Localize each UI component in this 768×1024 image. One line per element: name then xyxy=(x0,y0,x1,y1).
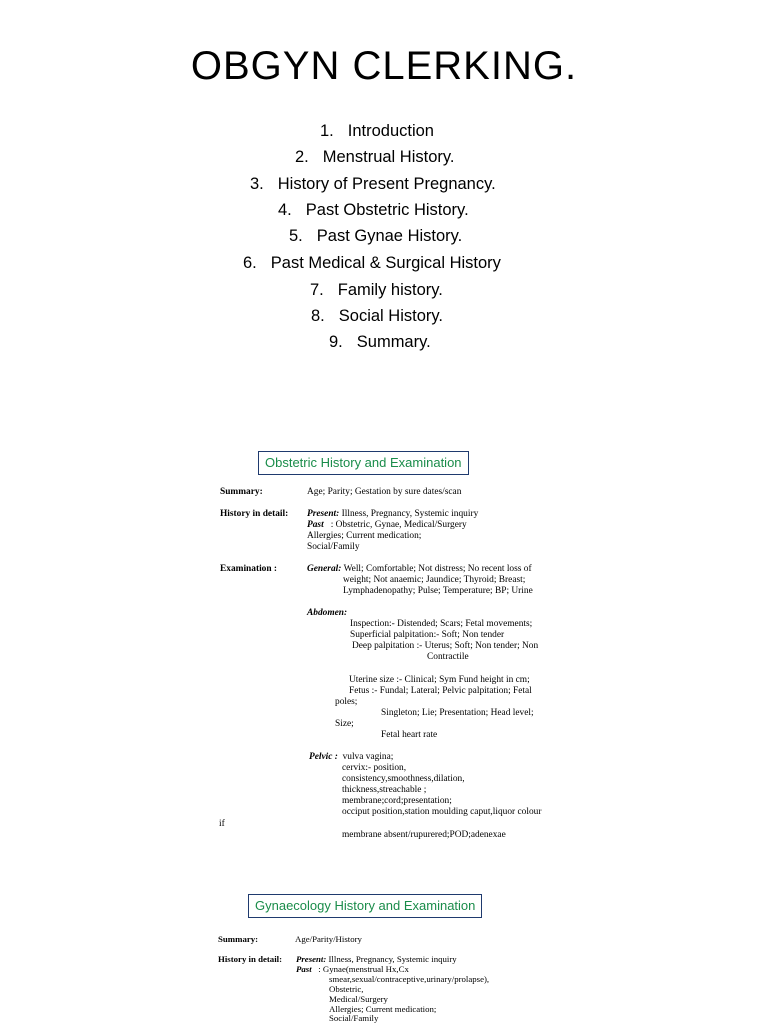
obs-pel-l3: consistency,smoothness,dilation, xyxy=(342,774,465,784)
toc-item-8: 8. Social History. xyxy=(311,307,443,325)
toc-item-6: 6. Past Medical & Surgical History xyxy=(243,254,501,272)
obs-pel-l4: thickness,streachable ; xyxy=(342,785,427,795)
gynae-heading: Gynaecology History and Examination xyxy=(248,894,482,918)
obs-abd-l5: Uterine size :- Clinical; Sym Fund height in cm; xyxy=(349,675,530,685)
toc-item-2: 2. Menstrual History. xyxy=(295,148,455,166)
gyn-past: Past : Gynae(menstrual Hx,Cx xyxy=(296,964,409,974)
gyn-summary-label: Summary: xyxy=(218,934,259,944)
toc-item-4: 4. Past Obstetric History. xyxy=(278,201,469,219)
obs-general-l3: Lymphadenopathy; Pulse; Temperature; BP; Urine xyxy=(343,586,533,596)
obs-past-line3: Social/Family xyxy=(307,542,360,552)
toc-item-7: 7. Family history. xyxy=(310,281,443,299)
obs-exam-label: Examination : xyxy=(220,564,278,574)
obs-abdomen-label: Abdomen: xyxy=(307,608,348,618)
gyn-past-l4: Medical/Surgery xyxy=(329,994,388,1004)
obs-pel-l2: cervix:- position, xyxy=(342,763,407,773)
obs-abd-l7: poles; xyxy=(335,697,358,707)
toc-item-9: 9. Summary. xyxy=(329,333,431,351)
obstetric-heading: Obstetric History and Examination xyxy=(258,451,469,475)
gyn-past-l3: Obstetric, xyxy=(329,984,364,994)
obs-pel-l7: membrane absent/rupurered;POD;adenexae xyxy=(342,830,506,840)
obs-abd-l4: Contractile xyxy=(427,652,469,662)
gyn-past-l2: smear,sexual/contraceptive,urinary/prolapse), xyxy=(329,974,490,984)
document-title: OBGYN CLERKING. xyxy=(190,44,578,88)
obs-abd-l2: Superficial palpitation:- Soft; Non tender xyxy=(350,630,505,640)
gyn-past-l5: Allergies; Current medication; xyxy=(329,1004,437,1014)
obs-pel-if: if xyxy=(219,819,225,829)
toc-item-3: 3. History of Present Pregnancy. xyxy=(250,175,496,193)
toc-item-5: 5. Past Gynae History. xyxy=(289,227,463,245)
obs-abd-l8: Singleton; Lie; Presentation; Head level; xyxy=(381,708,534,718)
gyn-present: Present: Illness, Pregnancy, Systemic inquiry xyxy=(296,954,457,964)
gyn-past-l6: Social/Family xyxy=(329,1013,379,1023)
toc-item-1: 1. Introduction xyxy=(320,122,434,140)
obs-history-label: History in detail: xyxy=(220,509,289,519)
obs-abd-l10: Fetal heart rate xyxy=(381,730,438,740)
obs-present: Present: Illness, Pregnancy, Systemic inquiry xyxy=(307,509,479,519)
obs-abd-l3: Deep palpitation :- Uterus; Soft; Non tender; Non xyxy=(352,641,539,651)
obs-pel-l5: membrane;cord;presentation; xyxy=(342,796,452,806)
obs-abd-l9: Size; xyxy=(335,719,354,729)
gyn-history-label: History in detail: xyxy=(218,954,283,964)
obs-general-l1: General: Well; Comfortable; Not distress; No recent loss of xyxy=(307,564,532,574)
obs-summary-label: Summary: xyxy=(220,487,263,497)
obs-abd-l6: Fetus :- Fundal; Lateral; Pelvic palpitation; Fetal xyxy=(349,686,532,696)
obs-summary-value: Age; Parity; Gestation by sure dates/scan xyxy=(307,487,462,497)
obs-abd-l1: Inspection:- Distended; Scars; Fetal movements; xyxy=(350,619,533,629)
obs-past: Past : Obstetric, Gynae, Medical/Surgery xyxy=(307,520,467,530)
obs-pel-l6: occiput position,station moulding caput,liquor colour xyxy=(342,807,542,817)
obs-pelvic-l1: Pelvic : vulva vagina; xyxy=(309,752,394,762)
obs-general-l2: weight; Not anaemic; Jaundice; Thyroid; Breast; xyxy=(343,575,526,585)
gyn-summary-value: Age/Parity/History xyxy=(295,934,362,944)
obs-past-line2: Allergies; Current medication; xyxy=(307,531,422,541)
